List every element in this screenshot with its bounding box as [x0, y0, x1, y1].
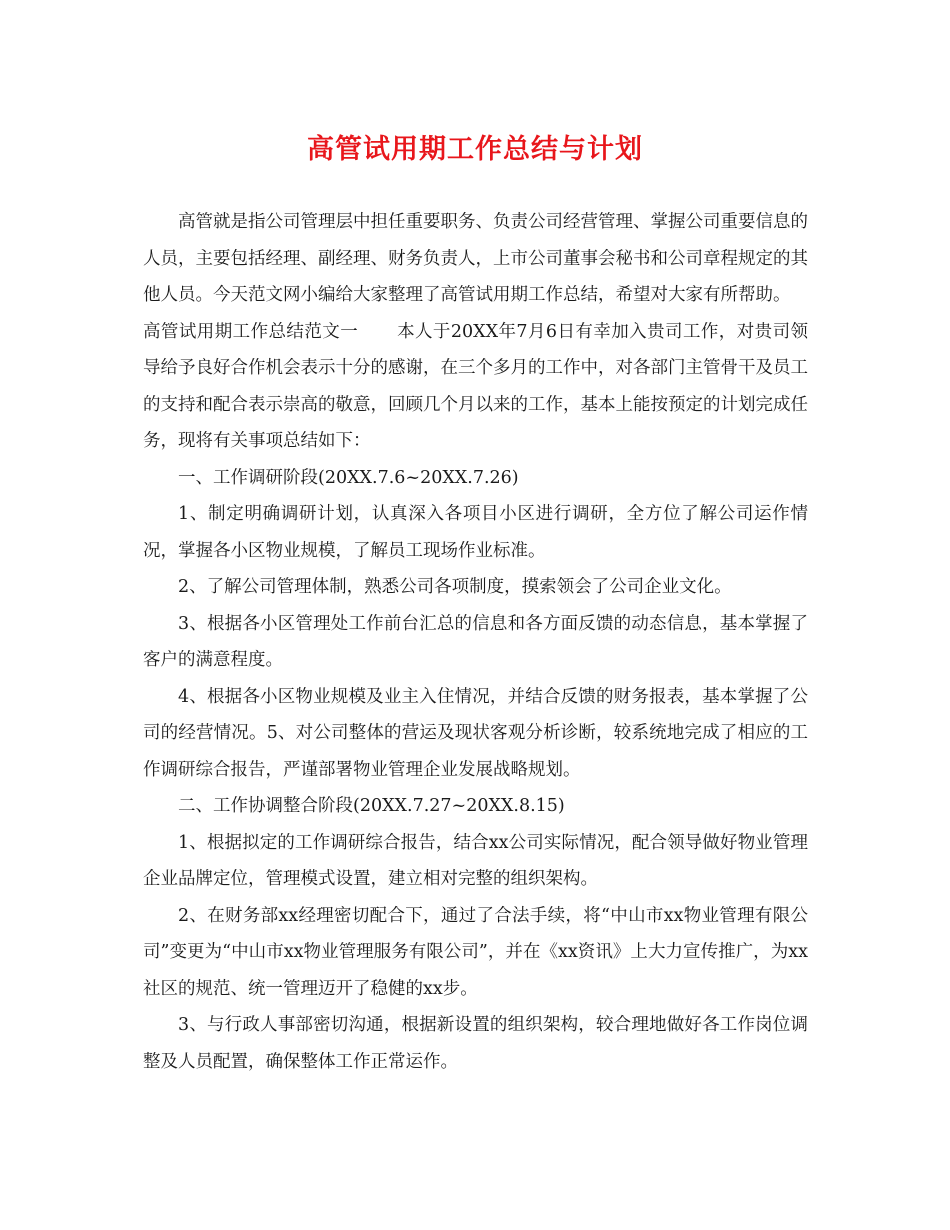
document-body — [143, 204, 808, 1080]
document-title: 高管试用期工作总结与计划 — [307, 134, 643, 165]
section-heading-2: 二、工作协调整合阶段(20XX.7.27~20XX.8.15) — [178, 796, 565, 816]
section-heading-1: 一、工作调研阶段(20XX.7.6~20XX.7.26) — [178, 467, 519, 488]
sample-opening: 本人于20XX年7月6日有幸加入贵司工作，对贵司领导给予良好合作机会表示十分的感谢，在三个多月的工作中，对各部门主管骨干及员工的支持和配合表示崇高的敬意，回顾几个月以来的工作，基本上能按预定的计划完成任务，现将有关事项总结如下： — [143, 321, 809, 451]
sample-paragraph — [143, 314, 808, 460]
body-paragraph: 2、在财务部xx经理密切配合下，通过了合法手续，将“中山市xx物业管理有限公司”变更为“中山市xx物业管理服务有限公司”，并在《xx资讯》上大力宣传推广，为xx社区的规范、统一管理迈开了稳健的xx步。 — [143, 905, 808, 999]
body-paragraph: 1、制定明确调研计划，认真深入各项目小区进行调研，全方位了解公司运作情况，掌握各小区物业规模，了解员工现场作业标准。 — [143, 504, 808, 561]
body-paragraph: 2、了解公司管理体制，熟悉公司各项制度，摸索领会了公司企业文化。 — [178, 577, 732, 597]
body-paragraph: 3、根据各小区管理处工作前台汇总的信息和各方面反馈的动态信息，基本掌握了客户的满意程度。 — [143, 613, 808, 670]
intro-paragraph: 高管就是指公司管理层中担任重要职务、负责公司经营管理、掌握公司重要信息的人员，主要包括经理、副经理、财务负责人，上市公司董事会秘书和公司章程规定的其他人员。今天范文网小编给大家整理了高管试用期工作总结，希望对大家有所帮助。 — [143, 212, 808, 305]
body-paragraph: 4、根据各小区物业规模及业主入住情况，并结合反馈的财务报表，基本掌握了公司的经营情况。5、对公司整体的营运及现状客观分析诊断，较系统地完成了相应的工作调研综合报告，严谨部署物业管理企业发展战略规划。 — [143, 686, 808, 780]
body-paragraph: 3、与行政人事部密切沟通，根据新设置的组织架构，较合理地做好各工作岗位调整及人员配置，确保整体工作正常运作。 — [143, 1015, 808, 1072]
body-paragraph: 1、根据拟定的工作调研综合报告，结合xx公司实际情况，配合领导做好物业管理企业品牌定位，管理模式设置，建立相对完整的组织架构。 — [143, 832, 808, 889]
sample-heading: 高管试用期工作总结范文一 — [143, 321, 359, 342]
